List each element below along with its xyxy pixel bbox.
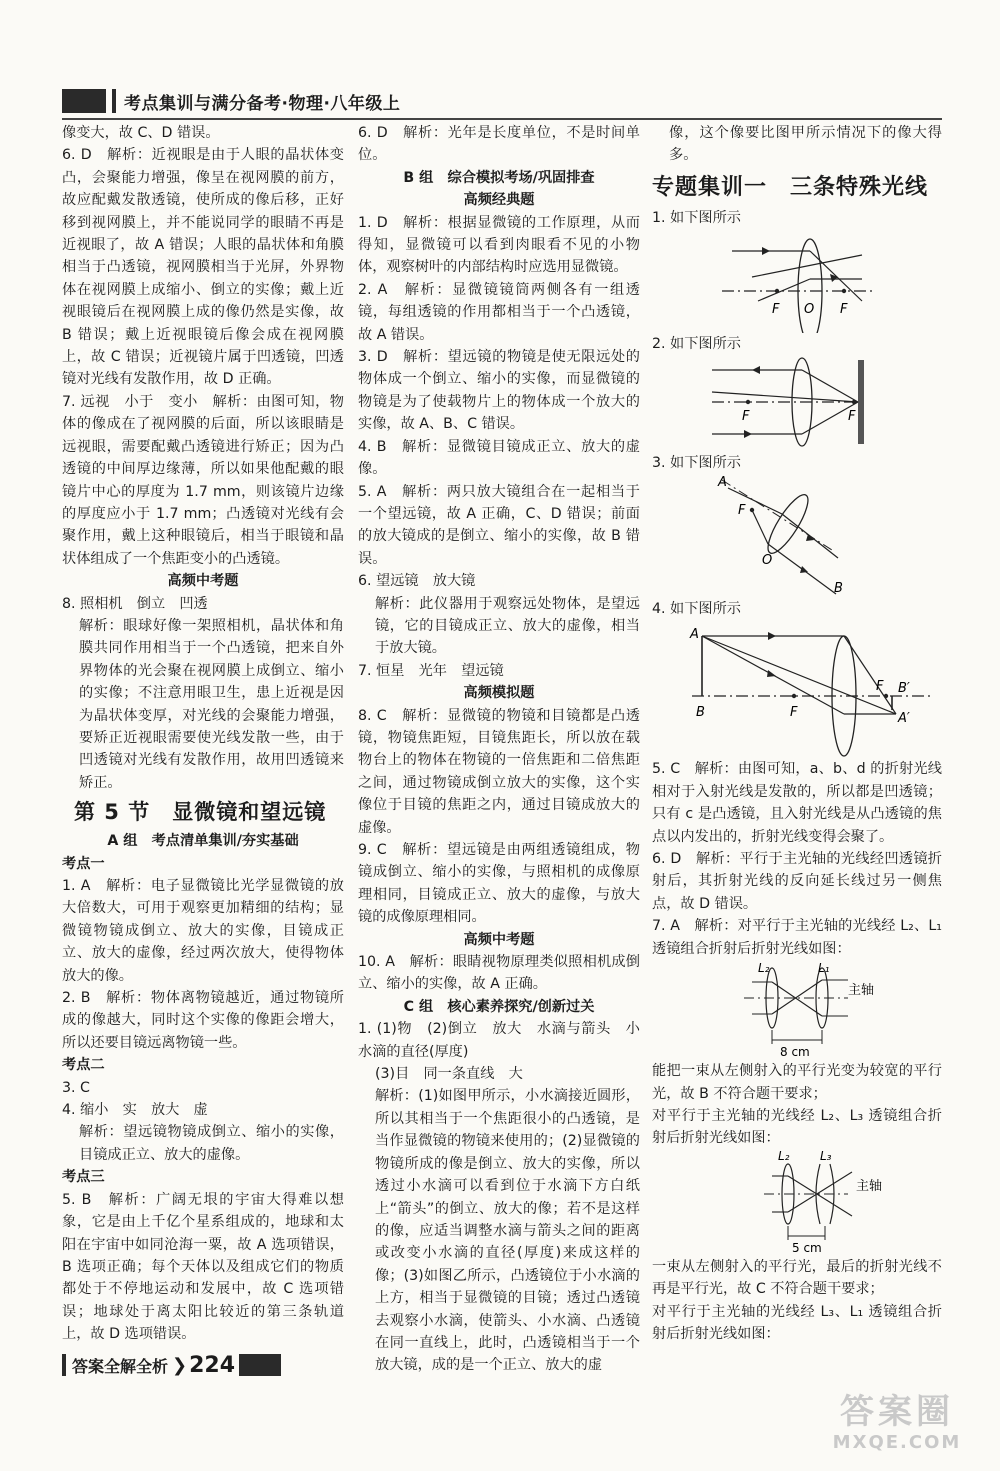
column-middle	[358, 122, 640, 1377]
main-axis-label: 主轴	[856, 1178, 883, 1194]
focus-label: F	[742, 408, 750, 424]
topic-label: 考点三	[62, 1169, 105, 1186]
answer-6: 6. D 解析：平行于主光轴的光线经凹透镜折射后，其折射光线的反向延长线过另一侧焦点，故 D 错误。	[652, 851, 942, 912]
lens-l3-label: L₃	[820, 1149, 832, 1163]
image-a-label: A′	[898, 711, 910, 727]
page-header	[62, 84, 942, 118]
answer-2: 2. 如下图所示	[652, 336, 741, 353]
explanation: 能把一束从左侧射入的平行光变为较宽的平行光，故 B 不符合题干要求；	[652, 1063, 942, 1102]
point-a-label: A	[718, 475, 727, 491]
point-a-label: A	[690, 627, 699, 643]
answer-7: 7. 远视 小于 变小 解析：由图可知，物体的像成在了视网膜的后面，所以该眼睛是远视眼，需要配戴凸透镜进行矫正；因为凸透镜的中间厚边缘薄，所以如果他配戴的眼镜片中心的厚度为 1.7 mm，则该镜片边缘的厚度应小于 1.7 mm；凸透镜对光线有会聚作用，戴上这种眼镜后，相当于眼镜和晶状体组成了一个焦距变小的凸透镜。	[62, 393, 344, 567]
lens-l1-label: L₁	[818, 961, 830, 976]
topic-label: 考点二	[62, 1057, 105, 1074]
section-label: 高频中考题	[463, 931, 535, 948]
answer-1: 1. A 解析：电子显微镜比光学显微镜的放大倍数大，可用于观察更加精细的结构；显微镜物镜成倒立、放大的实像，目镜成正立、放大的虚像，经过两次放大，使得物体放大的像。	[62, 878, 344, 984]
answer-8: 8. 照相机 倒立 凹透	[62, 595, 208, 612]
main-axis-label: 主轴	[848, 983, 875, 999]
paragraph: 像变大，故 C、D 错误。	[62, 125, 220, 141]
lens-l2-label: L₂	[758, 961, 770, 976]
answer-2: 2. B 解析：物体离物镜越近，通过物镜所成的像越大，同时这个实像的像距会增大，所以还要目镜远离物镜一些。	[62, 990, 344, 1051]
watermark-site: MXQE.COM	[832, 1432, 962, 1453]
answer-4: 4. B 解析：显微镜目镜成正立、放大的虚像。	[358, 438, 640, 478]
focus-label: F	[876, 679, 884, 695]
focus-label: F	[840, 302, 848, 318]
section-label: 高频经典题	[463, 192, 535, 209]
page-number: 224	[189, 1352, 236, 1378]
section-heading: 第 5 节 显微镜和望远镜	[74, 800, 327, 825]
header-block	[62, 89, 106, 113]
answer-4: 4. 缩小 实 放大 虚	[62, 1102, 208, 1119]
answer-10: 10. A 解析：眼睛视物原理类似照相机成倒立、缩小的实像，故 A 正确。	[358, 954, 640, 993]
answer-8: 8. C 解析：显微镜的物镜和目镜都是凸透镜，物镜焦距短，目镜焦距长，所以放在载物台上的物体在物镜的一倍焦距和二倍焦距之间，通过物镜成倒立放大的实像，这个实像位于目镜的焦距之内，通过目镜成放大的虚像。	[358, 707, 640, 836]
answer-1: 1. D 解析：根据显微镜的工作原理，从而得知，显微镜可以看到肉眼看不见的小物体，观察树叶的内部结构时应选用显微镜。	[358, 214, 640, 276]
answer-3: 3. 如下图所示	[652, 454, 741, 471]
answer-4: 4. 如下图所示	[652, 601, 741, 618]
focus-label: F	[738, 503, 746, 519]
distance-label: 8 cm	[780, 1045, 810, 1060]
special-topic-title: 专题集训一 三条特殊光线	[652, 174, 929, 200]
point-b-label: B	[834, 581, 843, 597]
point-b-label: B	[696, 705, 705, 721]
answer-9: 9. C 解析：望远镜是由两组透镜组成，物镜成倒立、缩小的实像，与照相机的成像原理相同，目镜成正立、放大的虚像，与放大镜的成像原理相同。	[358, 842, 640, 926]
group-label: A 组 考点清单集训/夯实基础	[107, 833, 299, 850]
answer-c1: 1. (1)物 (2)倒立 放大 水滴与箭头 小水滴的直径(厚度)	[358, 1021, 640, 1060]
distance-label: 5 cm	[792, 1240, 822, 1255]
group-label: C 组 核心素养探究/创新过关	[403, 998, 595, 1015]
ray-diagram-2	[652, 356, 942, 452]
explanation: 解析：(1)如图甲所示，小水滴接近圆形，所以其相当于一个焦距很小的凸透镜，是当作显微镜的物镜来使用的；(2)显微镜的物镜所成的像是倒立、放大的实像，所以透过小水滴可以看到位于水滴下方白纸上“箭头”的倒立、放大的像；若不是这样的像，应适当调整水滴与箭头之间的距离或改变小水滴的直径(厚度)来成这样的像；(3)如图乙所示，凸透镜位于小水滴的上方，相当于显微镜的目镜；透过凸透镜去观察小水滴，使箭头、小水滴、凸透镜在同一直线上，此时，凸透镜相当于一个放大镜，成的是一个正立、放大的虚	[375, 1088, 640, 1374]
explanation: 对平行于主光轴的光线经 L₂、L₃ 透镜组合折射后折射光线如图：	[652, 1107, 942, 1147]
ray-diagram-3	[652, 474, 942, 598]
answer-c1-part3: (3)目 同一条直线 大	[375, 1066, 523, 1083]
footer-divider	[62, 1354, 66, 1376]
answer-3: 3. D 解析：望远镜的物镜是使无限远处的物体成一个倒立、缩小的实像，而显微镜的物镜是为了使载物片上的物体成一个放大的实像，故 A、B、C 错误。	[358, 349, 640, 433]
center-label: O	[804, 302, 815, 318]
answer-5: 5. B 解析：广阔无垠的宇宙大得难以想象，它是由上千亿个星系组成的，地球和太阳在宇宙中如同沧海一粟，故 A 选项错误，B 选项正确；每个天体以及组成它们的物质都处于不停地运动和发展中，故 C 选项错误；地球处于离太阳比较近的第三条轨道上，故 D 选项错误。	[62, 1191, 344, 1343]
chevron-right-icon: ❯	[172, 1354, 188, 1376]
column-left	[62, 122, 344, 1346]
topic-label: 考点一	[62, 855, 105, 872]
watermark-logo: 答案圈	[840, 1392, 954, 1432]
book-title: 考点集训与满分备考·物理·八年级上	[124, 93, 401, 114]
watermark	[812, 1392, 982, 1462]
focus-label: F	[790, 705, 798, 721]
column-right	[652, 122, 942, 1345]
answer-6b: 6. 望远镜 放大镜	[358, 573, 476, 590]
answer-6: 6. D 解析：光年是长度单位，不是时间单位。	[358, 125, 640, 164]
footer-label: 答案全解全析	[72, 1356, 169, 1376]
explanation: 解析：望远镜物镜成倒立、缩小的实像，目镜成正立、放大的虚像。	[79, 1124, 344, 1163]
header-divider	[112, 89, 116, 113]
ray-diagram-4	[652, 620, 942, 758]
focus-label: F	[848, 408, 856, 424]
lens-combo-diagram-1	[652, 960, 942, 1060]
center-label: O	[762, 553, 773, 569]
image-b-label: B′	[898, 681, 910, 697]
explanation: 解析：此仪器用于观察远处物体，是望远镜，它的目镜成正立、放大的虚像，相当于放大镜。	[375, 595, 640, 657]
lens-l2-label: L₂	[778, 1149, 790, 1163]
answer-1: 1. 如下图所示	[652, 209, 741, 226]
answer-7: 7. A 解析：对平行于主光轴的光线经 L₂、L₁ 透镜组合折射后折射光线如图：	[652, 918, 942, 957]
group-label: B 组 综合模拟考场/巩固排查	[403, 169, 595, 186]
explanation: 一束从左侧射入的平行光，最后的折射光线不再是平行光，故 C 不符合题干要求；	[652, 1258, 942, 1298]
answer-6: 6. D 解析：近视眼是由于人眼的晶状体变凸，会聚能力增强，像呈在视网膜的前方，故应配戴发散透镜，使所成的像后移，正好移到视网膜上，并不能说同学的眼睛不再是近视眼了，故 A 错误；人眼的晶状体和角膜相当于凸透镜，视网膜相当于光屏，外界物体在视网膜上成缩小、倒立的实像；戴上近视眼镜后在视网膜上成的像仍然是实像，故 B 错误；戴上近视眼镜后像会成在视网膜上，故 C 错误；近视镜片属于凹透镜，凹透镜对光线有发散作用，故 D 正确。	[62, 147, 344, 388]
section-label: 高频模拟题	[463, 685, 535, 702]
footer-block	[239, 1354, 281, 1376]
answer-7: 7. 恒星 光年 望远镜	[358, 662, 504, 679]
lens-combo-diagram-2	[652, 1150, 942, 1256]
focus-label: F	[772, 302, 780, 318]
answer-5: 5. C 解析：由图可知，a、b、d 的折射光线相对于入射光线是发散的，所以都是凹透镜；只有 c 是凸透镜，且入射光线是从凸透镜的焦点以内发出的，折射光线变得会聚了。	[652, 761, 942, 845]
section-label: 高频中考题	[167, 573, 239, 590]
header-rule	[62, 118, 942, 120]
explanation: 解析：眼球好像一架照相机，晶状体和角膜共同作用相当于一个凸透镜，把来自外界物体的光会聚在视网膜上成倒立、缩小的实像；不注意用眼卫生，患上近视是因为晶状体变厚，对光线的会聚能力增强，要矫正近视眼需要使光线发散一些，由于凹透镜对光线有发散作用，故用凹透镜来矫正。	[79, 617, 344, 791]
ray-diagram-1	[652, 229, 942, 333]
paragraph: 像，这个像要比图甲所示情况下的像大得多。	[669, 125, 942, 164]
explanation: 对平行于主光轴的光线经 L₃、L₁ 透镜组合折射后折射光线如图：	[652, 1303, 942, 1342]
answer-3: 3. C	[62, 1079, 90, 1096]
answer-5: 5. A 解析：两只放大镜组合在一起相当于一个望远镜，故 A 正确，C、D 错误；前面的放大镜成的是倒立、缩小的实像，故 B 错误。	[358, 483, 640, 567]
page-footer	[62, 1350, 281, 1380]
answer-2: 2. A 解析：显微镜镜筒两侧各有一组透镜，每组透镜的作用都相当于一个凸透镜，故 A 错误。	[358, 281, 640, 343]
